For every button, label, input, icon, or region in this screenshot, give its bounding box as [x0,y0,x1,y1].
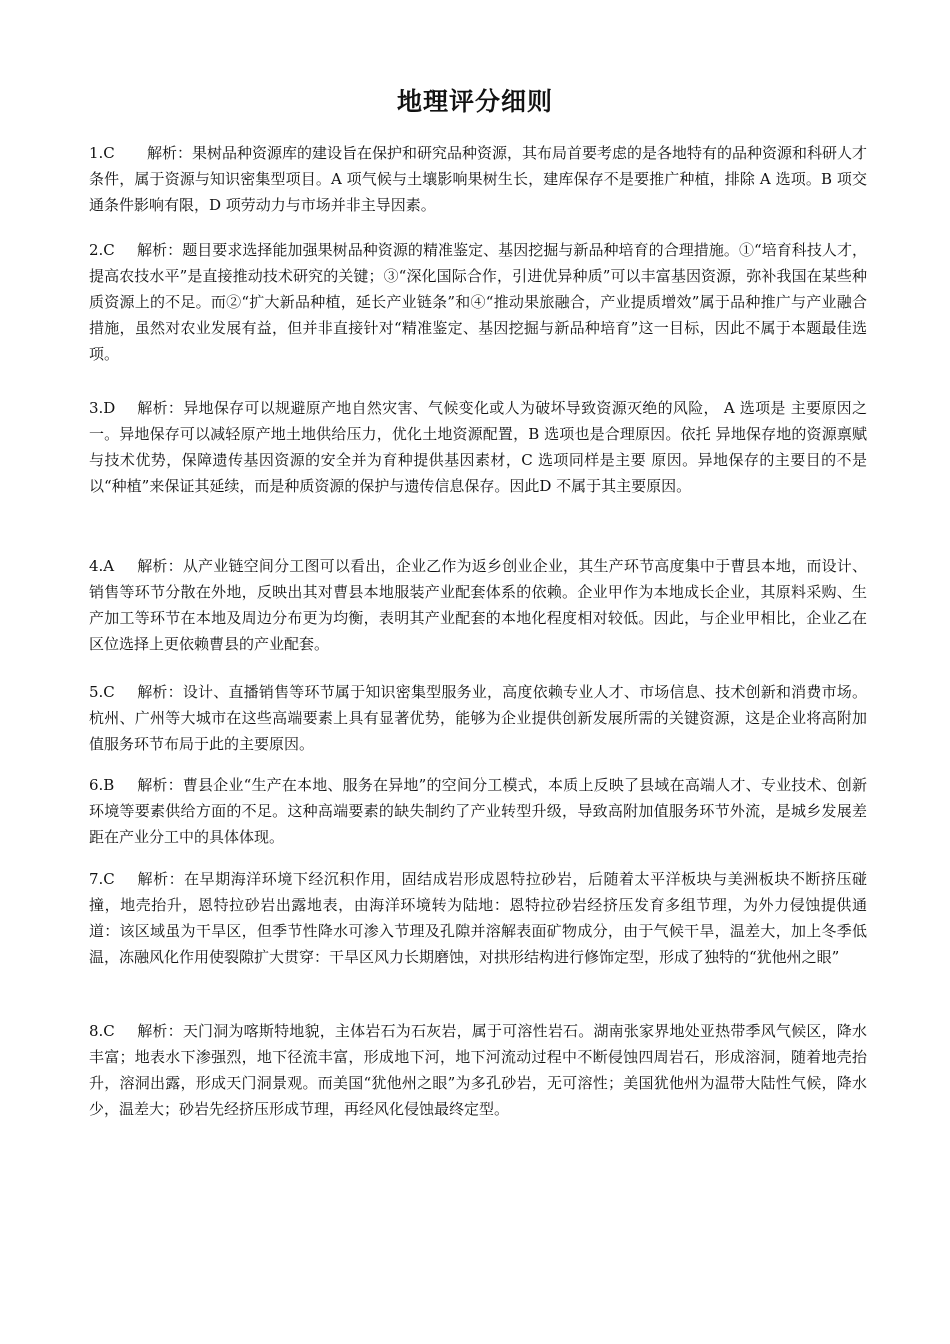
answer-item-4 [89,553,867,657]
answer-explanation: 解析：从产业链空间分工图可以看出，企业乙作为返乡创业企业，其生产环节高度集中于曹县本地，而设计、销售等环节分散在外地，反映出其对曹县本地服装产业配套体系的依赖。企业甲作为本地成长企业，其原料采购、生产加工等环节在本地及周边分布更为均衡，表明其产业配套的本地化程度相对较低。因此，与企业甲相比，企业乙在区位选择上更依赖曹县的产业配套。 [89,557,867,653]
answer-number: 1.C [89,144,115,162]
page-title: 地理评分细则 [396,87,553,116]
answer-explanation: 解析：题目要求选择能加强果树品种资源的精准鉴定、基因挖掘与新品种培育的合理措施。①“培育科技人才，提高农技水平”是直接推动技术研究的关键；③“深化国际合作，引进优异种质”可以丰富基因资源，弥补我国在某些种质资源上的不足。而②“扩大新品种植，延长产业链条”和④“推动果旅融合，产业提质增效”属于品种推广与产业融合措施，虽然对农业发展有益，但并非直接针对“精准鉴定、基因挖掘与新品种培育”这一目标，因此不属于本题最佳选项。 [89,241,867,363]
answer-item-1 [89,140,867,218]
answer-explanation: 解析：天门洞为喀斯特地貌，主体岩石为石灰岩，属于可溶性岩石。湖南张家界地处亚热带季风气候区，降水丰富；地表水下渗强烈，地下径流丰富，形成地下河，地下河流动过程中不断侵蚀四周岩石，形成溶洞，随着地壳抬升，溶洞出露，形成天门洞景观。而美国“犹他州之眼”为多孔砂岩，无可溶性；美国犹他州为温带大陆性气候，降水少，温差大；砂岩先经挤压形成节理，再经风化侵蚀最终定型。 [89,1022,867,1118]
answer-item-3 [89,395,867,499]
answer-explanation: 解析：异地保存可以规避原产地自然灾害、气候变化或人为破坏导致资源灭绝的风险， A 选项是 主要原因之一。异地保存可以减轻原产地土地供给压力，优化土地资源配置，B 选项也是合理原因。依托 异地保存地的资源禀赋与技术优势，保障遗传基因资源的安全并为育种提供基因素材，C 选项同样是主要 原因。异地保存的主要目的不是以“种植”来保证其延续，而是种质资源的保护与遗传信息保存。因此D 不属于其主要原因。 [89,399,867,495]
answer-item-8 [89,1018,867,1122]
answer-number: 3.D [89,399,116,417]
answer-item-5 [89,679,867,757]
answer-number: 4.A [89,557,115,575]
answer-number: 8.C [89,1022,115,1040]
answer-explanation: 解析：果树品种资源库的建设旨在保护和研究品种资源，其布局首要考虑的是各地特有的品种资源和科研人才条件，属于资源与知识密集型项目。A 项气候与土壤影响果树生长，建库保存不是要推广种植，排除 A 选项。B 项交通条件影响有限，D 项劳动力与市场并非主导因素。 [89,144,868,214]
answer-number: 2.C [89,241,115,259]
answer-explanation: 解析：在早期海洋环境下经沉积作用，固结成岩形成恩特拉砂岩，后随着太平洋板块与美洲板块不断挤压碰撞，地壳抬升，恩特拉砂岩出露地表，由海洋环境转为陆地：恩特拉砂岩经挤压发育多组节理，为外力侵蚀提供通道：该区域虽为干旱区，但季节性降水可渗入节理及孔隙并溶解表面矿物成分，由于气候干旱，温差大，加上冬季低温，冻融风化作用使裂隙扩大贯穿：干旱区风力长期磨蚀，对拱形结构进行修饰定型，形成了独特的“犹他州之眼” [89,870,867,966]
answer-number: 5.C [89,683,115,701]
answer-number: 7.C [89,870,115,888]
answer-item-7 [89,866,867,970]
answer-explanation: 解析：设计、直播销售等环节属于知识密集型服务业，高度依赖专业人才、市场信息、技术创新和消费市场。杭州、广州等大城市在这些高端要素上具有显著优势，能够为企业提供创新发展所需的关键资源，这是企业将高附加值服务环节布局于此的主要原因。 [89,683,867,753]
answer-item-2 [89,237,867,367]
answer-explanation: 解析：曹县企业“生产在本地、服务在异地”的空间分工模式，本质上反映了县域在高端人才、专业技术、创新环境等要素供给方面的不足。这种高端要素的缺失制约了产业转型升级，导致高附加值服务环节外流，是城乡发展差距在产业分工中的具体体现。 [89,776,867,846]
answer-item-6 [89,772,867,850]
answer-number: 6.B [89,776,115,794]
